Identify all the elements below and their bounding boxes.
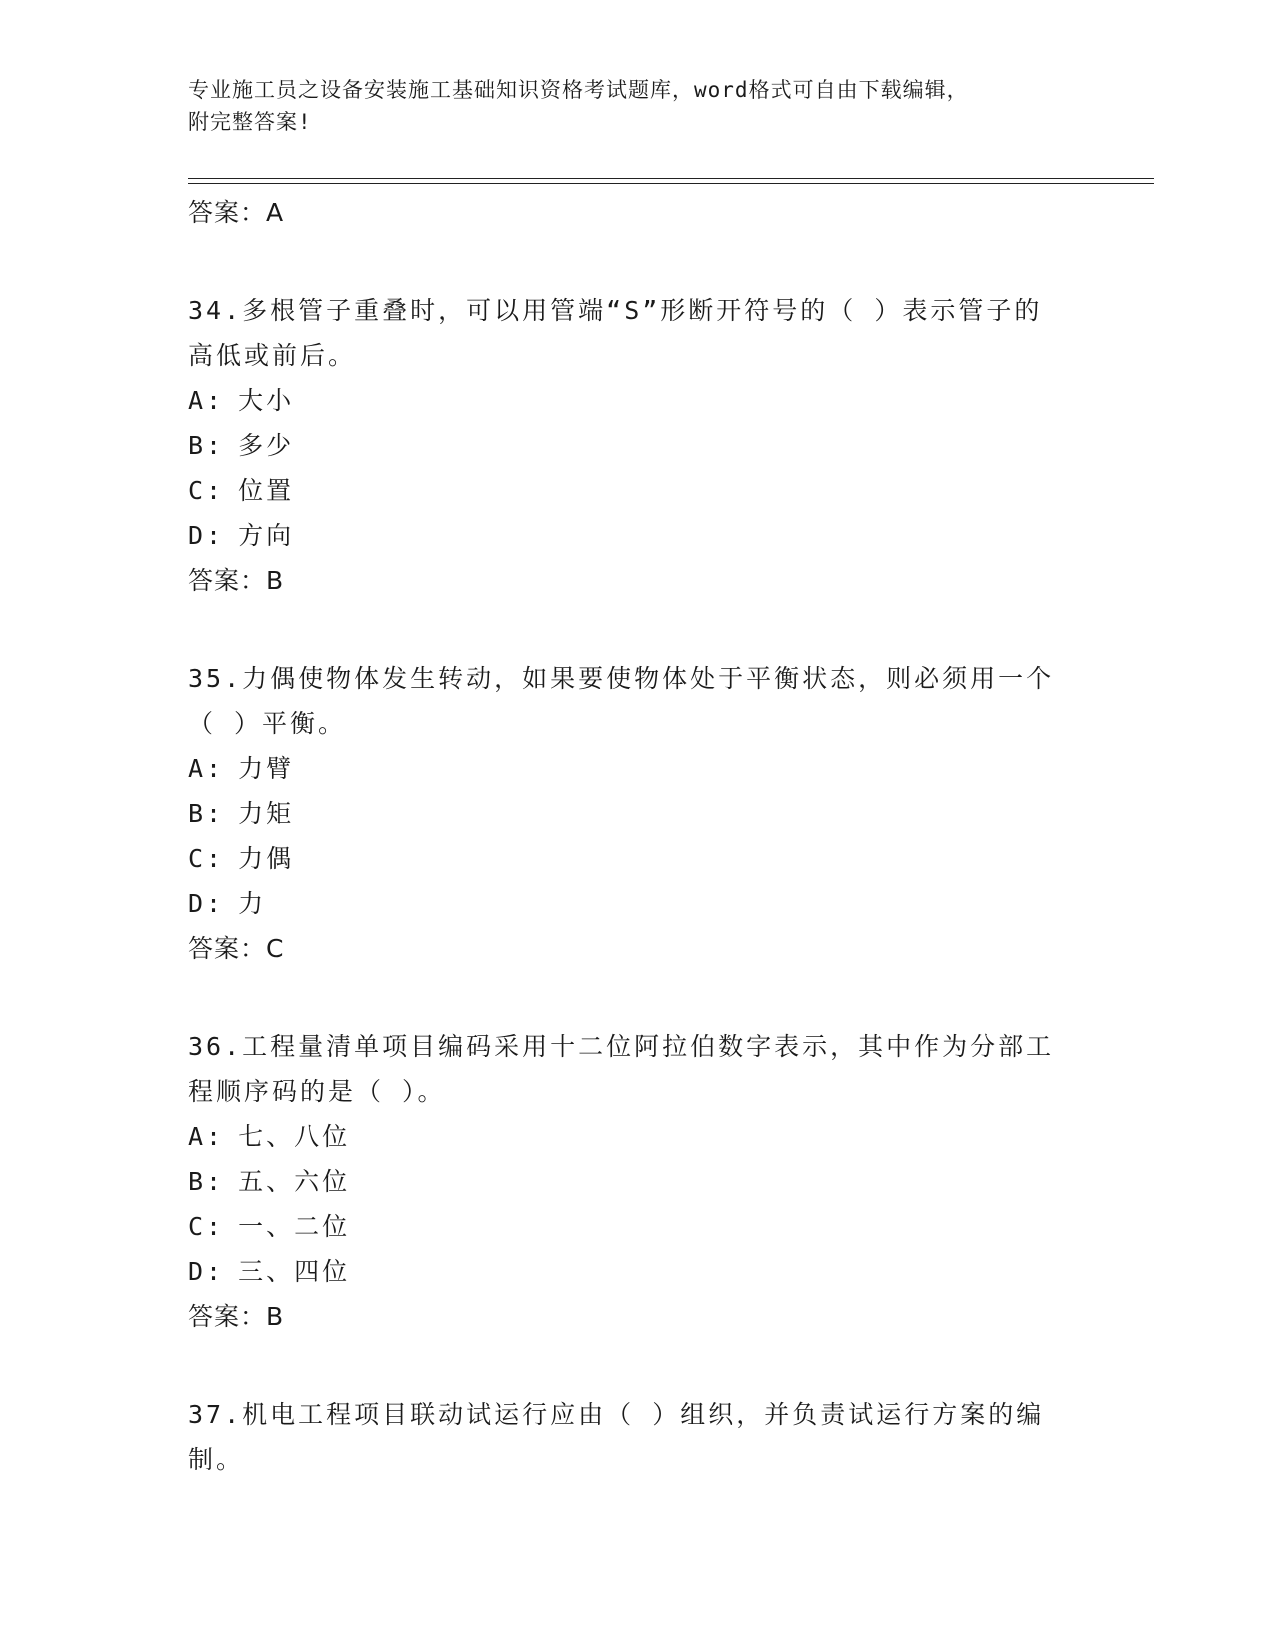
question-list [188, 190, 1088, 1482]
stem-line: 程顺序码的是（ ）。 [188, 1077, 446, 1106]
option-text: 力臂 [238, 754, 295, 783]
document-header [188, 74, 1088, 138]
option-d [188, 1249, 1088, 1294]
option-c [188, 836, 1088, 881]
option-text: 大小 [238, 386, 295, 415]
stem-line: 35.力偶使物体发生转动，如果要使物体处于平衡状态，则必须用一个 [188, 664, 1055, 693]
option-label: B: [188, 431, 225, 460]
header-rule-thin [188, 178, 1154, 179]
option-b [188, 1159, 1088, 1204]
header-rule-thick [188, 183, 1154, 184]
option-label: C: [188, 476, 225, 505]
stem-line: （ ）平衡。 [188, 709, 347, 738]
option-text: 一、二位 [238, 1212, 351, 1241]
stem-line: 37.机电工程项目联动试运行应由（ ）组织，并负责试运行方案的编 [188, 1400, 1045, 1429]
header-line-2: 附完整答案! [188, 110, 312, 134]
question-stem [188, 1024, 1088, 1114]
option-text: 力偶 [238, 844, 295, 873]
answer-line: 答案：B [188, 566, 285, 595]
option-text: 七、八位 [238, 1122, 351, 1151]
option-text: 力 [238, 889, 267, 918]
option-d [188, 513, 1088, 558]
question-34 [188, 288, 1088, 604]
option-b [188, 423, 1088, 468]
option-a [188, 378, 1088, 423]
stem-line: 36.工程量清单项目编码采用十二位阿拉伯数字表示，其中作为分部工 [188, 1032, 1055, 1061]
option-d [188, 881, 1088, 926]
question-35 [188, 656, 1088, 972]
option-text: 多少 [238, 431, 295, 460]
option-label: A: [188, 754, 225, 783]
option-text: 方向 [238, 521, 295, 550]
option-label: D: [188, 1257, 225, 1286]
option-text: 三、四位 [238, 1257, 351, 1286]
question-stem [188, 1392, 1088, 1482]
option-label: D: [188, 889, 225, 918]
option-label: A: [188, 386, 225, 415]
header-line-1: 专业施工员之设备安装施工基础知识资格考试题库，word格式可自由下载编辑， [188, 78, 969, 102]
option-text: 位置 [238, 476, 295, 505]
question-37 [188, 1392, 1088, 1482]
question-stem [188, 656, 1088, 746]
option-b [188, 791, 1088, 836]
answer-line: 答案：A [188, 198, 285, 227]
option-c [188, 1204, 1088, 1249]
option-c [188, 468, 1088, 513]
option-text: 力矩 [238, 799, 295, 828]
option-label: C: [188, 844, 225, 873]
stem-line: 34.多根管子重叠时，可以用管端“S”形断开符号的（ ）表示管子的 [188, 296, 1043, 325]
option-a [188, 1114, 1088, 1159]
answer-line: 答案：B [188, 1302, 285, 1331]
option-label: D: [188, 521, 225, 550]
stem-line: 制。 [188, 1445, 245, 1474]
question-stem [188, 288, 1088, 378]
question-36 [188, 1024, 1088, 1340]
option-a [188, 746, 1088, 791]
option-text: 五、六位 [238, 1167, 351, 1196]
option-label: B: [188, 799, 225, 828]
option-label: C: [188, 1212, 225, 1241]
option-label: B: [188, 1167, 225, 1196]
option-label: A: [188, 1122, 225, 1151]
answer-line: 答案：C [188, 934, 285, 963]
stem-line: 高低或前后。 [188, 341, 357, 370]
